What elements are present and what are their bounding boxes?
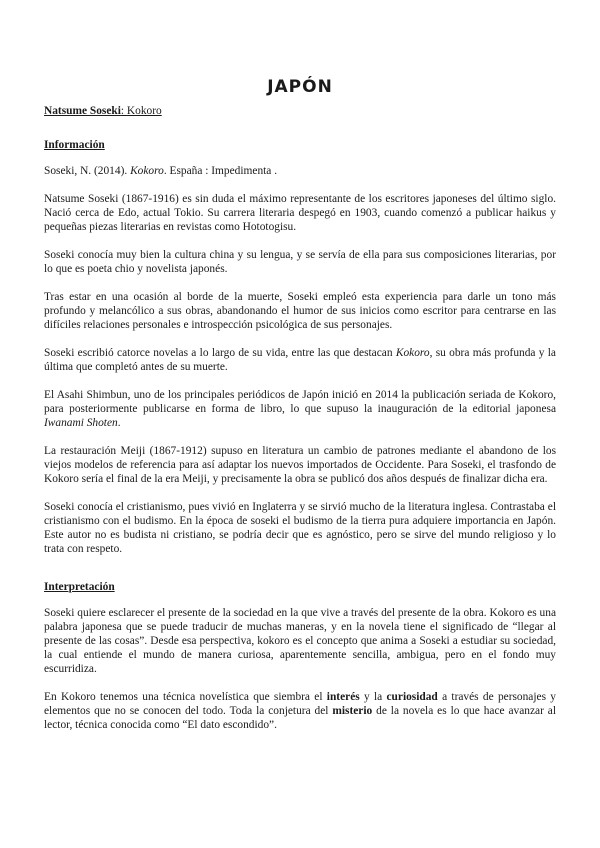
interp-2-bold-interes: interés xyxy=(326,691,360,703)
citation-post: . España : Impedimenta . xyxy=(163,165,278,177)
interp-2-text-d: a través de personajes y elementos que no se conocen del todo. Toda la conjetura del xyxy=(44,691,557,717)
section-heading-interpretacion: Interpretación xyxy=(44,581,115,593)
interp-2-bold-misterio: misterio xyxy=(332,705,373,717)
author-name: Natsume Soseki xyxy=(44,105,121,117)
interp-2-text-a: En Kokoro tenemos una técnica novelística que siembra el xyxy=(44,691,327,703)
paragraph-1: Natsume Soseki (1867-1916) es sin duda el máximo representante de los escritores japoneses del último siglo. Nació cerca de Edo, actual Tokio. Su carrera literaria despegó en 1903, cuando comenzó a publicar haikus y pequeñas piezas literarias en revistas como Hototogisu. xyxy=(44,193,556,233)
citation-pre: Soseki, N. (2014). xyxy=(44,165,131,177)
paragraph-5 xyxy=(44,388,556,430)
paragraph-5-emphasis: Iwanami Shoten xyxy=(44,417,118,429)
subtitle-separator: : xyxy=(120,105,127,117)
paragraph-4-text-b: , su obra más profunda y la última que completó antes de su muerte. xyxy=(44,347,556,373)
paragraph-3: Tras estar en una ocasión al borde de la muerte, Soseki empleó esta experiencia para darle un tono más profundo y melancólico a sus obras, abandonando el humor de sus inicios como escritor para centrarse en las difíciles relaciones personales e introspección psicológica de sus personajes. xyxy=(44,291,556,331)
paragraph-4-emphasis: Kokoro xyxy=(395,347,430,359)
citation-title: Kokoro xyxy=(130,165,164,177)
work-title: Kokoro xyxy=(126,105,162,117)
interp-2-text-e: de la novela es lo que hace avanzar al lector, técnica conocida como “El dato escondido”. xyxy=(44,705,556,731)
interpretation-paragraph-1: Soseki quiere esclarecer el presente de la sociedad en la que vive a través del presente de la obra. Kokoro es una palabra japonesa que se puede traducir de muchas maneras, y en la novela tiene el significado de “llegar al presente de las cosas”. Desde esa perspectiva, kokoro es el concepto que anima a Soseki a estudiar su sociedad, la cual entiende el mundo de manera curiosa, aparentemente sencilla, ambigua, pero en el fondo muy escurridiza. xyxy=(44,607,556,675)
section-gap xyxy=(44,570,556,580)
interpretation-paragraph-2 xyxy=(44,690,556,732)
paragraph-5-text-a: El Asahi Shimbun, uno de los principales periódicos de Japón inició en 2014 la publicación seriada de Kokoro, para posteriormente publicarse en forma de libro, lo que supuso la inauguración de la editorial japonesa xyxy=(44,389,556,415)
interp-2-text-c: y la xyxy=(359,691,387,703)
document-subtitle xyxy=(44,104,556,118)
paragraph-2: Soseki conocía muy bien la cultura china y su lengua, y se servía de ella para sus composiciones literarias, por lo que es poeta chio y novelista japonés. xyxy=(44,249,556,275)
paragraph-4-text-a: Soseki escribió catorce novelas a lo largo de su vida, entre las que destacan xyxy=(44,347,396,359)
paragraph-5-text-b: . xyxy=(117,417,121,429)
citation xyxy=(44,164,556,178)
paragraph-4 xyxy=(44,346,556,374)
section-heading-informacion: Información xyxy=(44,139,105,151)
paragraph-6: La restauración Meiji (1867-1912) supuso en literatura un cambio de patrones mediante el abandono de los viejos modelos de referencia para así adaptar los nuevos importados de Occidente. Para Soseki, el trasfondo de Kokoro sería el final de la era Meiji, y precisamente la obra se publicó dos años después de finalizar dicha era. xyxy=(44,445,556,485)
interp-2-bold-curiosidad: curiosidad xyxy=(386,691,438,703)
document-title: JAPÓN xyxy=(267,77,333,97)
paragraph-7: Soseki conocía el cristianismo, pues vivió en Inglaterra y se sirvió mucho de la literatura inglesa. Contrastaba el cristianismo con el budismo. En la época de soseki el budismo de la tierra pura adquiere importancia en Japón. Este autor no es budista ni cristiano, se podría decir que es agnóstico, pero se sirve del mundo religioso y lo trata con respeto. xyxy=(44,501,556,555)
